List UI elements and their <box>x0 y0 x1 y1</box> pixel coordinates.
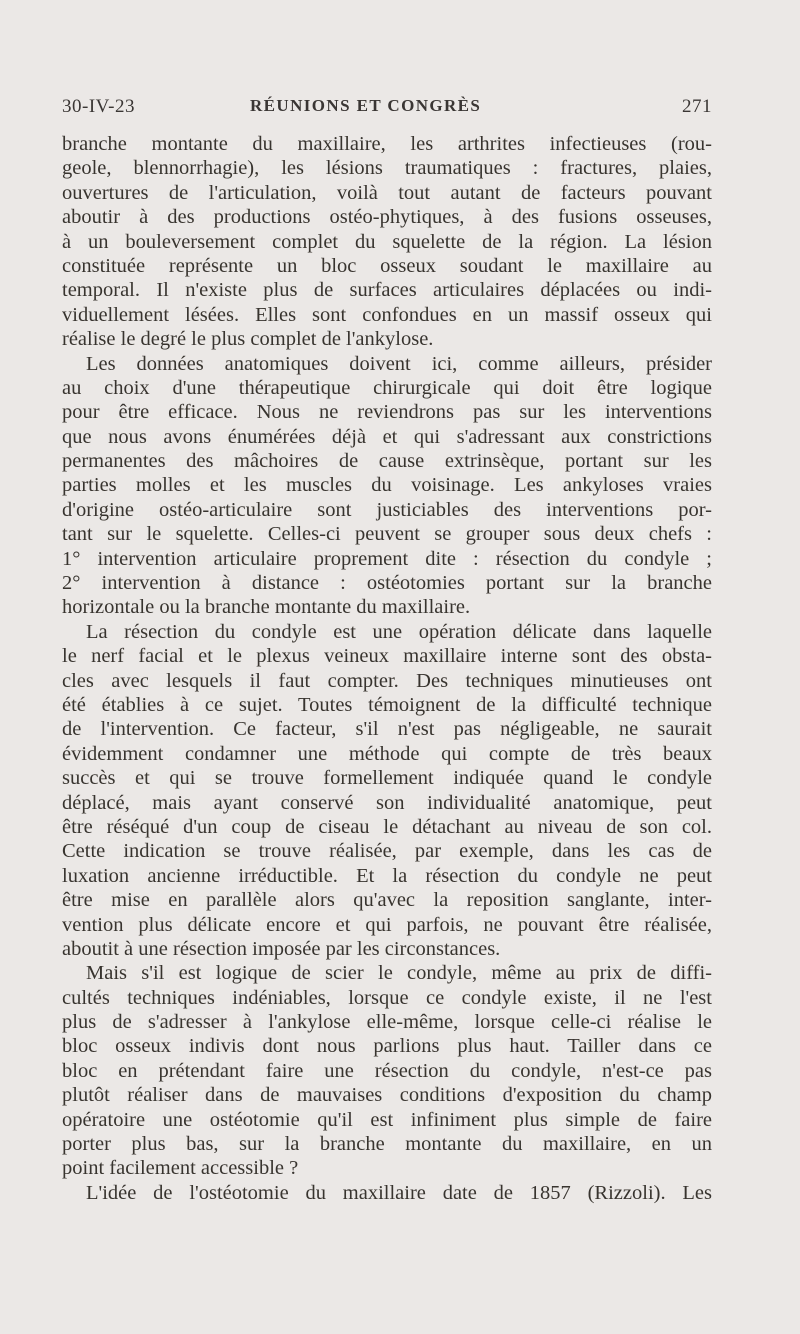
text-line: bloc en prétendant faire une résection du condyle, n'est-ce pas <box>62 1059 712 1082</box>
text-line: constituée représente un bloc osseux soudant le maxillaire au <box>62 254 712 277</box>
text-line: ouvertures de l'articulation, voilà tout autant de facteurs pouvant <box>62 181 712 204</box>
text-line: déplacé, mais ayant conservé son individualité anatomique, peut <box>62 791 712 814</box>
text-line: branche montante du maxillaire, les arthrites infectieuses (rou- <box>62 133 712 155</box>
text-line: au choix d'une thérapeutique chirurgicale qui doit être logique <box>62 376 712 399</box>
text-line: 1° intervention articulaire proprement dite : résection du condyle ; <box>62 547 712 570</box>
paragraph <box>62 961 712 1181</box>
text-line: luxation ancienne irréductible. Et la résection du condyle ne peut <box>62 864 712 887</box>
text-line: permanentes des mâchoires de cause extrinsèque, portant sur les <box>62 450 712 473</box>
text-line: été établies à ce sujet. Toutes témoignent de la difficulté technique <box>62 693 712 716</box>
text-line: horizontale ou la branche montante du maxillaire. <box>62 596 471 619</box>
paragraph <box>62 620 712 961</box>
text-line: aboutir à des productions ostéo-phytiques, à des fusions osseuses, <box>62 206 712 229</box>
header-title: RÉUNIONS ET CONGRÈS <box>250 96 482 115</box>
text-line: point facilement accessible ? <box>62 1157 299 1180</box>
text-line: La résection du condyle est une opération délicate dans laquelle <box>86 620 712 643</box>
text-line: porter plus bas, sur la branche montante du maxillaire, en un <box>62 1133 712 1156</box>
text-line: être réséqué d'un coup de ciseau le détachant au niveau de son col. <box>62 815 712 838</box>
text-line: viduellement lésées. Elles sont confondues en un massif osseux qui <box>62 303 712 326</box>
text-line: succès et qui se trouve formellement indiquée quand le condyle <box>62 767 712 790</box>
text-line: aboutit à une résection imposée par les circonstances. <box>62 937 501 960</box>
text-line: réalise le degré le plus complet de l'ankylose. <box>62 328 434 351</box>
text-line: tant sur le squelette. Celles-ci peuvent se grouper sous deux chefs : <box>62 523 712 546</box>
text-line: pour être efficace. Nous ne reviendrons pas sur les interventions <box>62 401 712 424</box>
text-line: Cette indication se trouve réalisée, par exemple, dans les cas de <box>62 840 712 863</box>
text-line: L'idée de l'ostéotomie du maxillaire date de 1857 (Rizzoli). Les <box>86 1181 712 1204</box>
text-line: de l'intervention. Ce facteur, s'il n'est pas négligeable, ne saurait <box>62 718 712 741</box>
text-line: à un bouleversement complet du squelette de la région. La lésion <box>62 230 712 253</box>
text-line: Mais s'il est logique de scier le condyle, même au prix de diffi- <box>86 962 712 985</box>
text-line: geole, blennorrhagie), les lésions traumatiques : fractures, plaies, <box>62 157 712 180</box>
text-line: vention plus délicate encore et qui parfois, ne pouvant être réalisée, <box>62 913 712 936</box>
text-line: cles avec lesquels il faut compter. Des techniques minutieuses ont <box>62 669 712 692</box>
text-line: le nerf facial et le plexus veineux maxillaire interne sont des obsta- <box>62 645 712 668</box>
text-line: 2° intervention à distance : ostéotomies portant sur la branche <box>62 572 712 595</box>
text-line: que nous avons énumérées déjà et qui s'adressant aux constrictions <box>62 425 712 448</box>
text-line: opératoire une ostéotomie qu'il est infiniment plus simple de faire <box>62 1108 712 1131</box>
paragraph <box>62 352 712 620</box>
text-line: d'origine ostéo-articulaire sont justiciables des interventions por- <box>62 498 712 521</box>
text-line: temporal. Il n'existe plus de surfaces articulaires déplacées ou indi- <box>62 279 712 302</box>
text-line: parties molles et les muscles du voisinage. Les ankyloses vraies <box>62 474 712 497</box>
paragraph <box>62 132 712 352</box>
text-line: cultés techniques indéniables, lorsque ce condyle existe, il ne l'est <box>62 986 712 1009</box>
header-date: 30-IV-23 <box>62 96 135 117</box>
text-line: plutôt réaliser dans de mauvaises conditions d'exposition du champ <box>62 1084 712 1107</box>
text-line: Les données anatomiques doivent ici, comme ailleurs, présider <box>86 352 712 375</box>
text-line: être mise en parallèle alors qu'avec la reposition sanglante, inter- <box>62 889 712 912</box>
paragraph <box>62 1181 712 1205</box>
body-text <box>62 132 712 1205</box>
page-number: 271 <box>682 96 712 117</box>
text-line: évidemment condamner une méthode qui compte de très beaux <box>62 742 712 765</box>
text-line: plus de s'adresser à l'ankylose elle-même, lorsque celle-ci réalise le <box>62 1011 712 1034</box>
running-header <box>62 96 712 124</box>
text-line: bloc osseux indivis dont nous parlions plus haut. Tailler dans ce <box>62 1035 712 1058</box>
